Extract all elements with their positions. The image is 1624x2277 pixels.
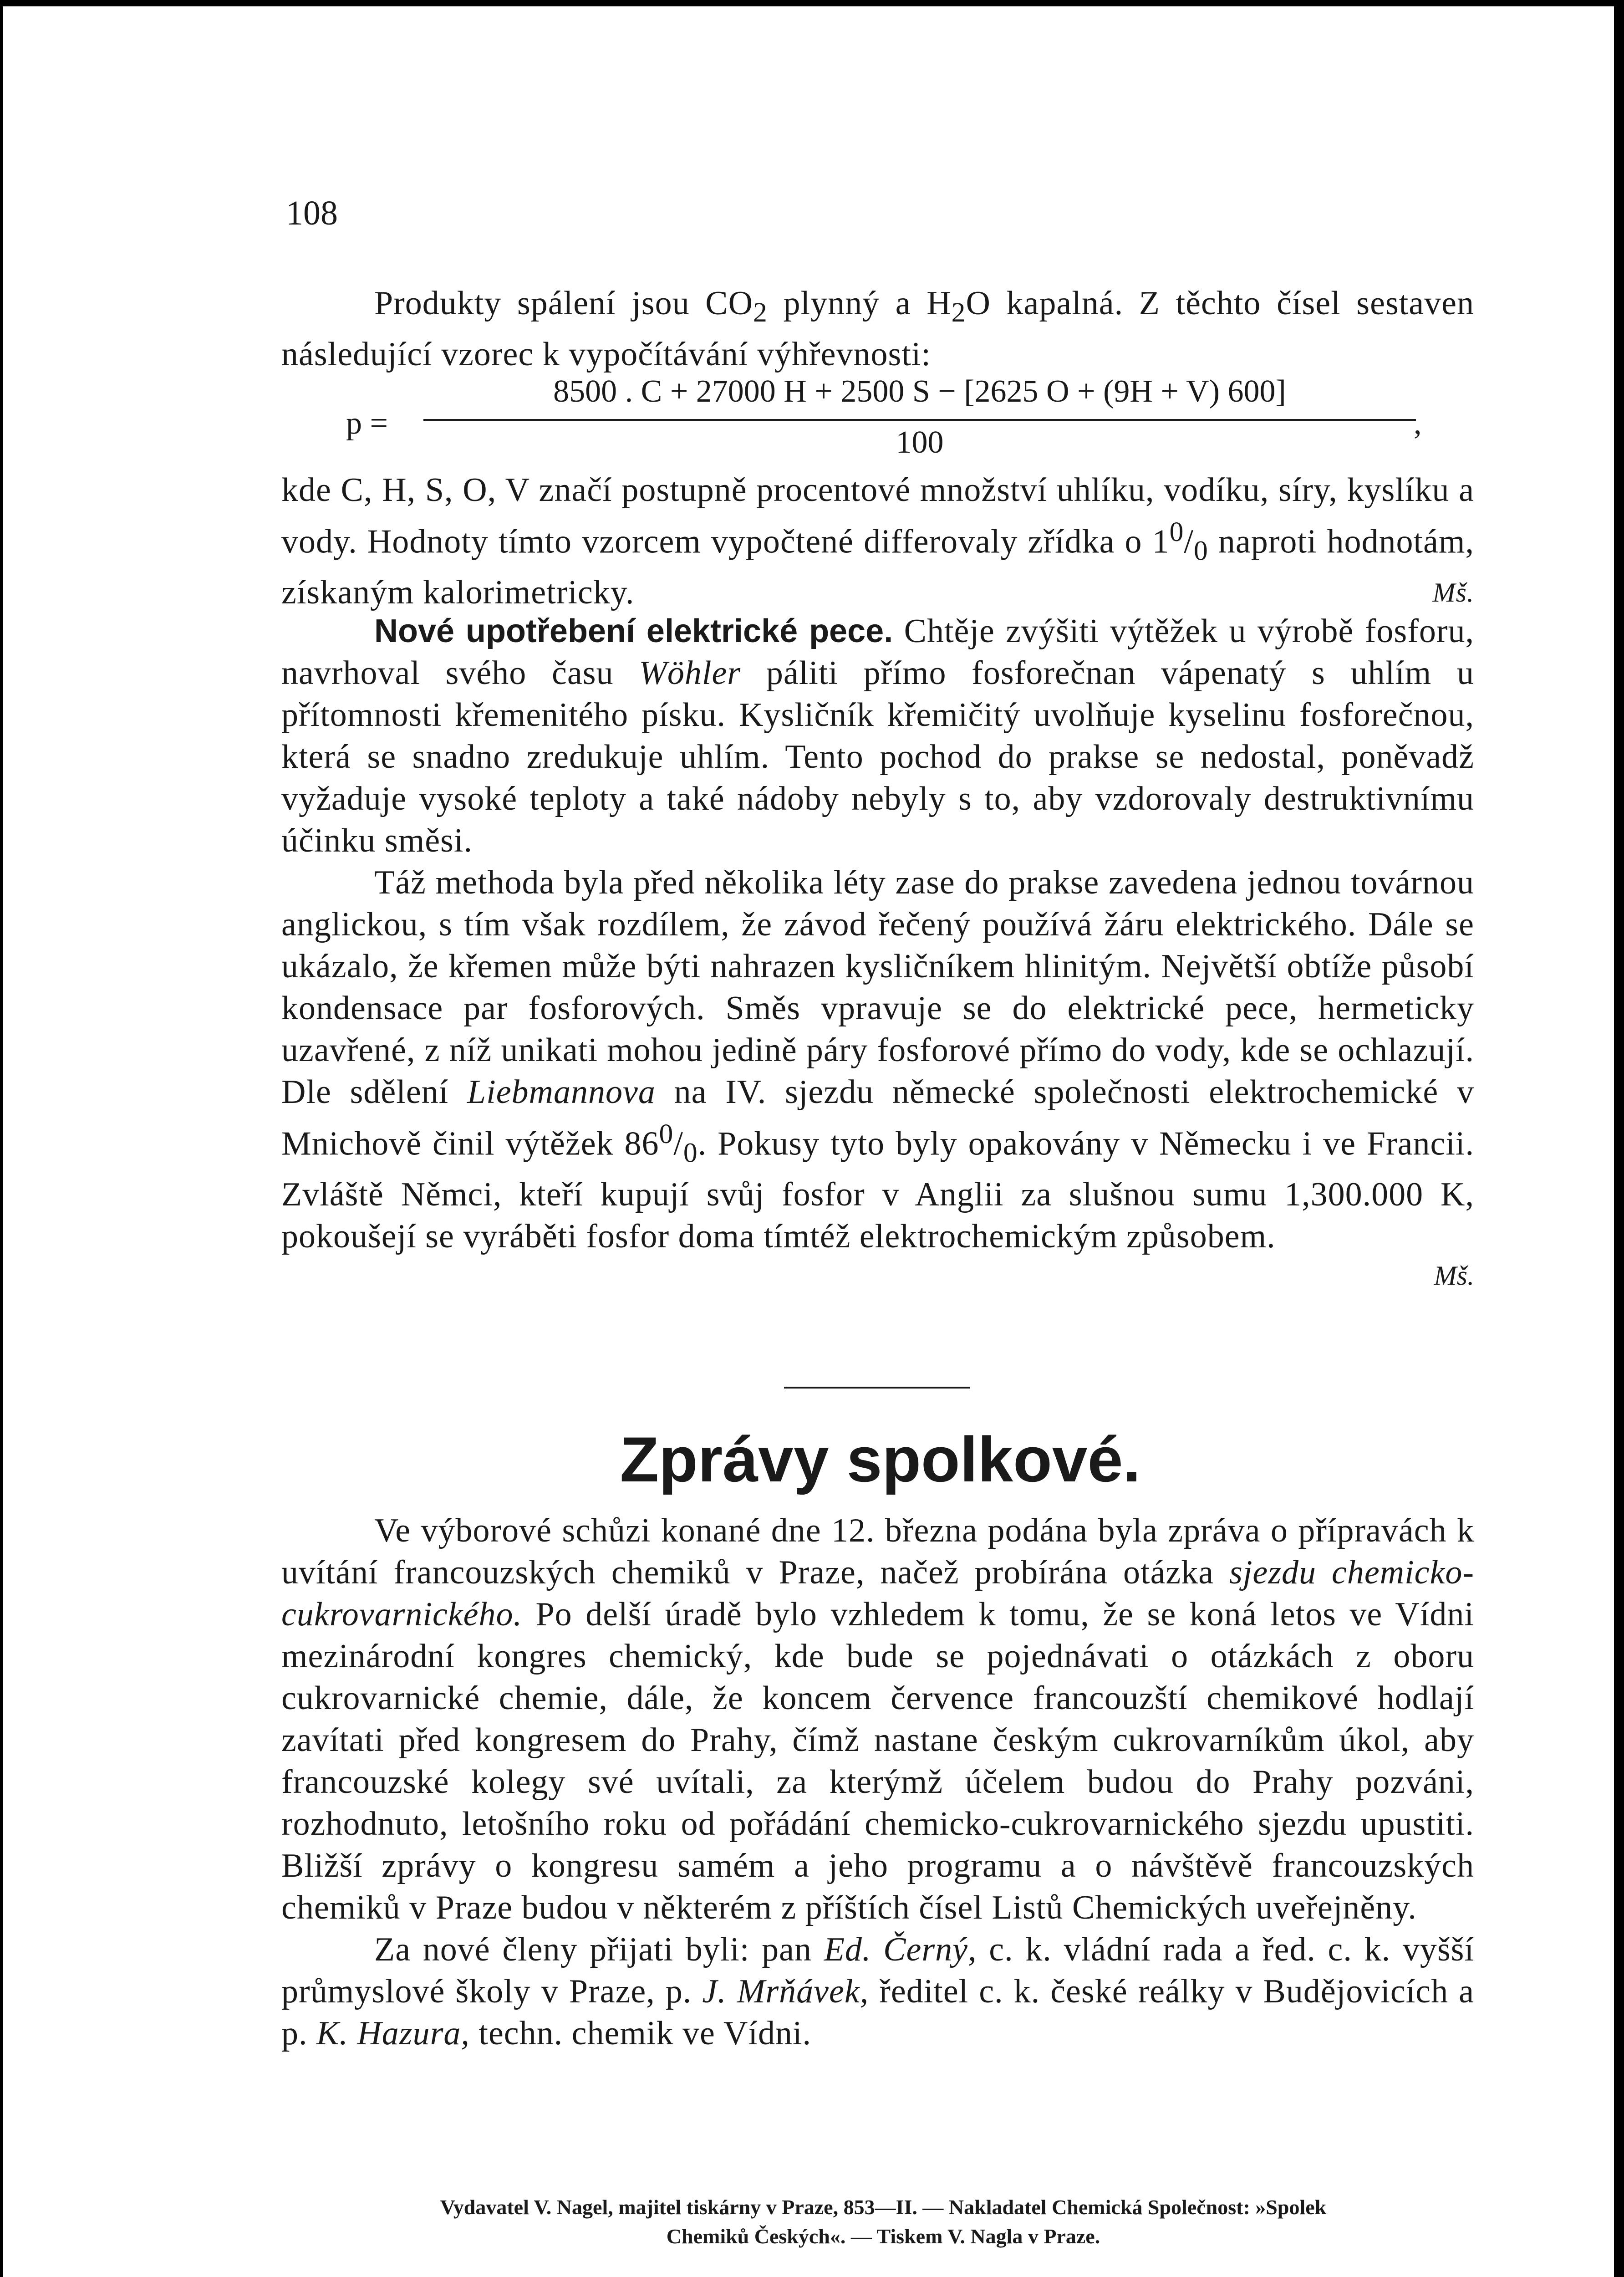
h2o-subscript: 2 — [951, 296, 966, 328]
article-p2-text-c: . Pokusy tyto byly opakovány v Německu i ve Francii. Zvláště Němci, kteří kupují svůj fosfor v Anglii za slušnou sumu 1,300.000 K, pokoušejí se vyráběti fosfor doma tímtéž elektrochemickým způsobem. — [281, 1125, 1474, 1256]
percent-sup: 0 — [1169, 516, 1184, 547]
explanation-paragraph — [281, 469, 1474, 613]
formula-comma: , — [1414, 406, 1422, 441]
scan-border-right — [1614, 0, 1624, 2277]
intro-text-2: plynný a H — [767, 285, 952, 322]
co2-subscript: 2 — [753, 296, 768, 328]
explanation-text-c: naproti hodnotám, získaným kalorimetricky. — [281, 523, 1474, 612]
heating-value-formula — [346, 373, 1430, 465]
scan-border-top — [0, 0, 1624, 6]
formula-numerator: 8500 . C + 27000 H + 2500 S − [2625 O + (9H + V) 600] — [553, 374, 1286, 409]
percent-sub: 0 — [1193, 535, 1208, 567]
publisher-footer — [273, 2193, 1493, 2251]
article-signature: Mš. — [1434, 1261, 1474, 1291]
explanation-text-a: kde C, H, S, O, V značí postupně procentové množství uhlíku, vodíku, síry, kyslíku a vody. Hodnoty tímto vzorcem vypočtené differovaly zřídka o 1 — [281, 471, 1474, 561]
page-number: 108 — [286, 194, 338, 232]
footer-line-1: Vydavatel V. Nagel, majitel tiskárny v Praze, 853—II. — Nakladatel Chemická Společnost: »Spolek — [440, 2195, 1327, 2219]
section-title: Zprávy spolkové. — [620, 1424, 1141, 1495]
news-paragraph-1 — [281, 1510, 1474, 1929]
scan-border-left — [0, 0, 3, 2277]
yield-percent-sub: 0 — [683, 1137, 698, 1169]
formula-denominator: 100 — [896, 425, 944, 460]
percent-slash: / — [1184, 523, 1194, 561]
article-p2-text-a: Táž methoda byla před několika léty zase do prakse zavedena jednou továrnou anglickou, s tím však rozdílem, že závod řečený používá žáru elektrického. Dále se ukázalo, že křemen může býti nahrazen kysličníkem hlinitým. Největší obtíže působí kondensace par fosforových. Směs vpravuje se do elektrické pece, hermeticky uzavřené, z níž unikati mohou jedině páry fosforové přímo do vody, kde se ochlazují. Dle sdělení — [281, 864, 1474, 1111]
member-name-mrnavek: J. Mrňávek, — [702, 1973, 869, 2010]
news-p1-text-b: Po delší úradě bylo vzhledem k tomu, že se koná letos ve Vídni mezinárodní kongres chemický, kde bude se pojednávati o otázkách z oboru cukrovarnické chemie, dále, že koncem července francouzští chemikové hodlají zavítati před kongresem do Prahy, čímž nastane českým cukrovarníkům úkol, aby francouzské kolegy své uvítali, za kterýmž účelem budou do Prahy pozváni, rozhodnuto, letošního roku od pořádání chemicko-cukrovarnického sjezdu upustiti. Bližší zprávy o kongresu samém a jeho programu a o návštěvě francouzských chemiků v Praze budou v některém z příštích čísel Listů Chemických uveřejněny. — [281, 1596, 1474, 1926]
author-signature: Mš. — [1432, 577, 1474, 608]
formula-label: p = — [346, 406, 388, 441]
yield-percent-sup: 0 — [659, 1118, 674, 1149]
news-p2-text-a: Za nové členy přijati byli: pan — [374, 1931, 824, 1968]
intro-paragraph — [281, 282, 1474, 375]
person-name-wohler: Wöhler — [639, 654, 741, 692]
explanation-block — [281, 469, 1474, 613]
article-paragraph-2 — [281, 862, 1474, 1257]
article-block — [281, 610, 1474, 1294]
news-p2-text-c: ředitel c. k. české reálky v Budějovicích a p. — [281, 1973, 1475, 2052]
member-name-hazura: K. Hazura, — [316, 2015, 470, 2052]
news-paragraph-2 — [281, 1929, 1474, 2054]
member-name-cerny: Ed. Černý, — [824, 1931, 977, 1968]
yield-percent-slash: / — [673, 1125, 683, 1163]
article-paragraph-1 — [281, 610, 1474, 862]
news-p2-text-d: techn. chemik ve Vídni. — [469, 2015, 812, 2052]
intro-text-1: Produkty spálení jsou CO — [374, 285, 753, 322]
footer-line-2: Chemiků Českých«. — Tiskem V. Nagla v Praze. — [666, 2225, 1100, 2248]
news-p1-text-a: Ve výborové schůzi konané dne 12. března podána byla zpráva o přípravách k uvítání francouzských chemiků v Praze, načež probírána otázka — [281, 1512, 1474, 1591]
intro-block — [281, 282, 1474, 375]
news-p2-text-b: c. k. vládní rada a řed. c. k. vyšší průmyslové školy v Praze, p. — [281, 1931, 1475, 2010]
article-p1-text-b: páliti přímo fosforečnan vápenatý s uhlím u přítomnosti křemenitého písku. Kysličník křemičitý uvolňuje kyselinu fosforečnou, která se snadno zredukuje uhlím. Tento pochod do prakse se nedostal, poněvadž vyžaduje vysoké teploty a také nádoby nebyly s to, aby vzdorovaly destruktivnímu účinku směsi. — [281, 654, 1474, 859]
article-p2-text-b: na IV. sjezdu německé společnosti elektrochemické v Mnichově činil výtěžek 86 — [281, 1073, 1474, 1163]
article-heading: Nové upotřebení elektrické pece. — [374, 613, 893, 649]
fraction-bar — [423, 419, 1416, 421]
congress-name: sjezdu chemicko-cukrovarnického. — [281, 1554, 1474, 1633]
section-divider — [784, 1387, 970, 1389]
person-name-liebmann: Liebmannova — [467, 1073, 656, 1111]
article-p1-text-a: Chtěje zvýšiti výtěžek u výrobě fosforu, navrhoval svého času — [281, 613, 1475, 692]
society-news-block — [281, 1510, 1474, 2054]
intro-text-3: O kapalná. Z těchto čísel sestaven následující vzorec k vypočítávání výhřevnosti: — [281, 285, 1474, 373]
